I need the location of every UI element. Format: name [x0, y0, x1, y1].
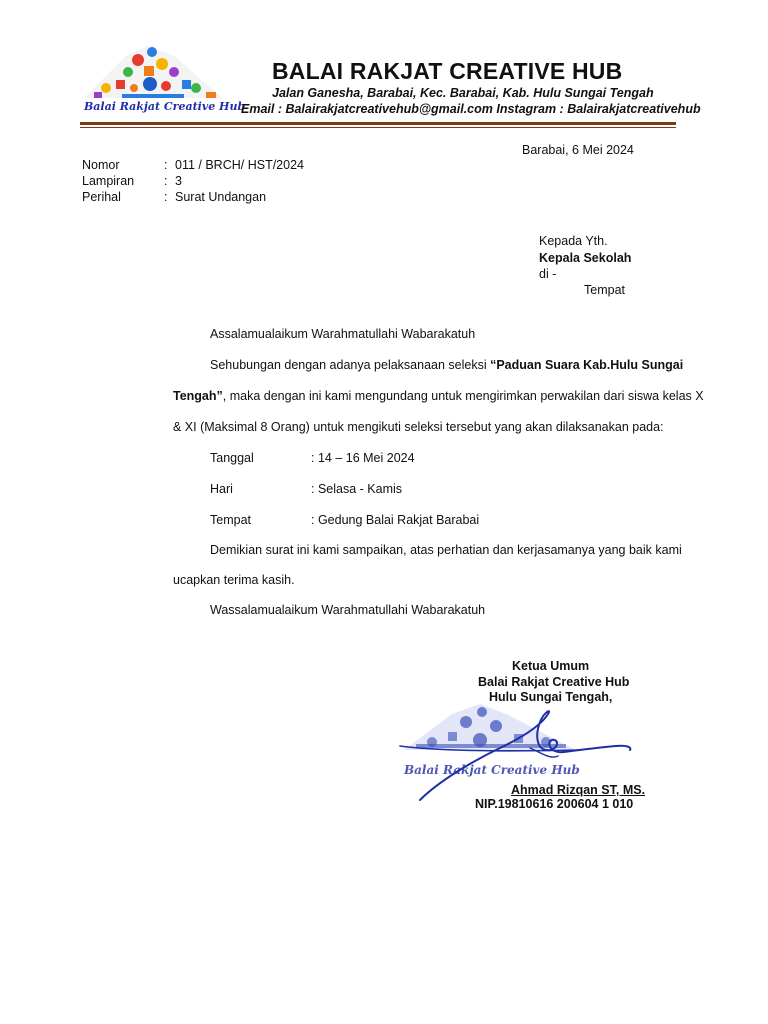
meta-label-nomor: Nomor	[82, 158, 120, 172]
logo-text: Balai Rakjat Creative Hub	[84, 100, 246, 113]
para1-event-name-end: Tengah”	[173, 389, 223, 403]
meta-label-lampiran: Lampiran	[82, 174, 135, 188]
org-name: BALAI RAKJAT CREATIVE HUB	[272, 58, 623, 84]
recipient-line2: Kepala Sekolah	[539, 251, 632, 265]
letter-date: Barabai, 6 Mei 2024	[522, 143, 634, 157]
signer-nip: NIP.19810616 200604 1 010	[475, 797, 634, 811]
greeting: Assalamualaikum Warahmatullahi Wabarakatuh	[210, 327, 476, 341]
org-address: Jalan Ganesha, Barabai, Kec. Barabai, Kab. Hulu Sungai Tengah	[272, 86, 654, 100]
detail-value-tanggal: : 14 – 16 Mei 2024	[311, 451, 415, 465]
meta-value-lampiran: 3	[175, 174, 182, 188]
meta-label-perihal: Perihal	[82, 190, 121, 204]
recipient-line3: di -	[539, 267, 557, 281]
para1-line1	[210, 358, 684, 372]
para1-text-a: Sehubungan dengan adanya pelaksanaan seleksi	[210, 358, 491, 372]
recipient-line1: Kepada Yth.	[539, 234, 608, 248]
meta-value-nomor: 011 / BRCH/ HST/2024	[175, 158, 304, 172]
para1-line3: & XI (Maksimal 8 Orang) untuk mengikuti seleksi tersebut yang akan dilaksanakan pada:	[173, 420, 664, 434]
signer-title3: Hulu Sungai Tengah,	[489, 690, 613, 704]
meta-value-perihal: Surat Undangan	[175, 190, 267, 204]
org-contact: Email : Balairakjatcreativehub@gmail.com Instagram : Balairakjatcreativehub	[241, 102, 701, 116]
signer-title2: Balai Rakjat Creative Hub	[478, 675, 630, 689]
recipient-line4: Tempat	[584, 283, 625, 297]
handwritten-signature	[380, 700, 640, 810]
detail-value-hari: : Selasa - Kamis	[311, 482, 403, 496]
signer-name: Ahmad Rizqan ST, MS.	[511, 783, 646, 797]
para1-text-d: , maka dengan ini kami mengundang untuk mengirimkan perwakilan dari siswa kelas X	[222, 389, 704, 403]
closing: Wassalamualaikum Warahmatullahi Wabarakatuh	[210, 603, 486, 617]
meta-sep-lampiran: :	[164, 174, 168, 188]
stamp-text: Balai Rakjat Creative Hub	[404, 763, 580, 777]
detail-label-tempat: Tempat	[210, 513, 251, 527]
meta-sep-nomor: :	[164, 158, 168, 172]
para1-line2	[173, 389, 704, 403]
para1-event-name: “Paduan Suara Kab.Hulu Sungai	[490, 358, 684, 372]
para2-line2: ucapkan terima kasih.	[173, 573, 295, 587]
para2-line1: Demikian surat ini kami sampaikan, atas perhatian dan kerjasamanya yang baik kami	[210, 543, 682, 557]
meta-sep-perihal: :	[164, 190, 168, 204]
signer-title1: Ketua Umum	[512, 659, 590, 673]
header-rule-thick	[80, 122, 676, 125]
detail-label-tanggal: Tanggal	[210, 451, 254, 465]
detail-label-hari: Hari	[210, 482, 233, 496]
detail-value-tempat: : Gedung Balai Rakjat Barabai	[311, 513, 480, 527]
header-rule-thin	[80, 127, 676, 128]
